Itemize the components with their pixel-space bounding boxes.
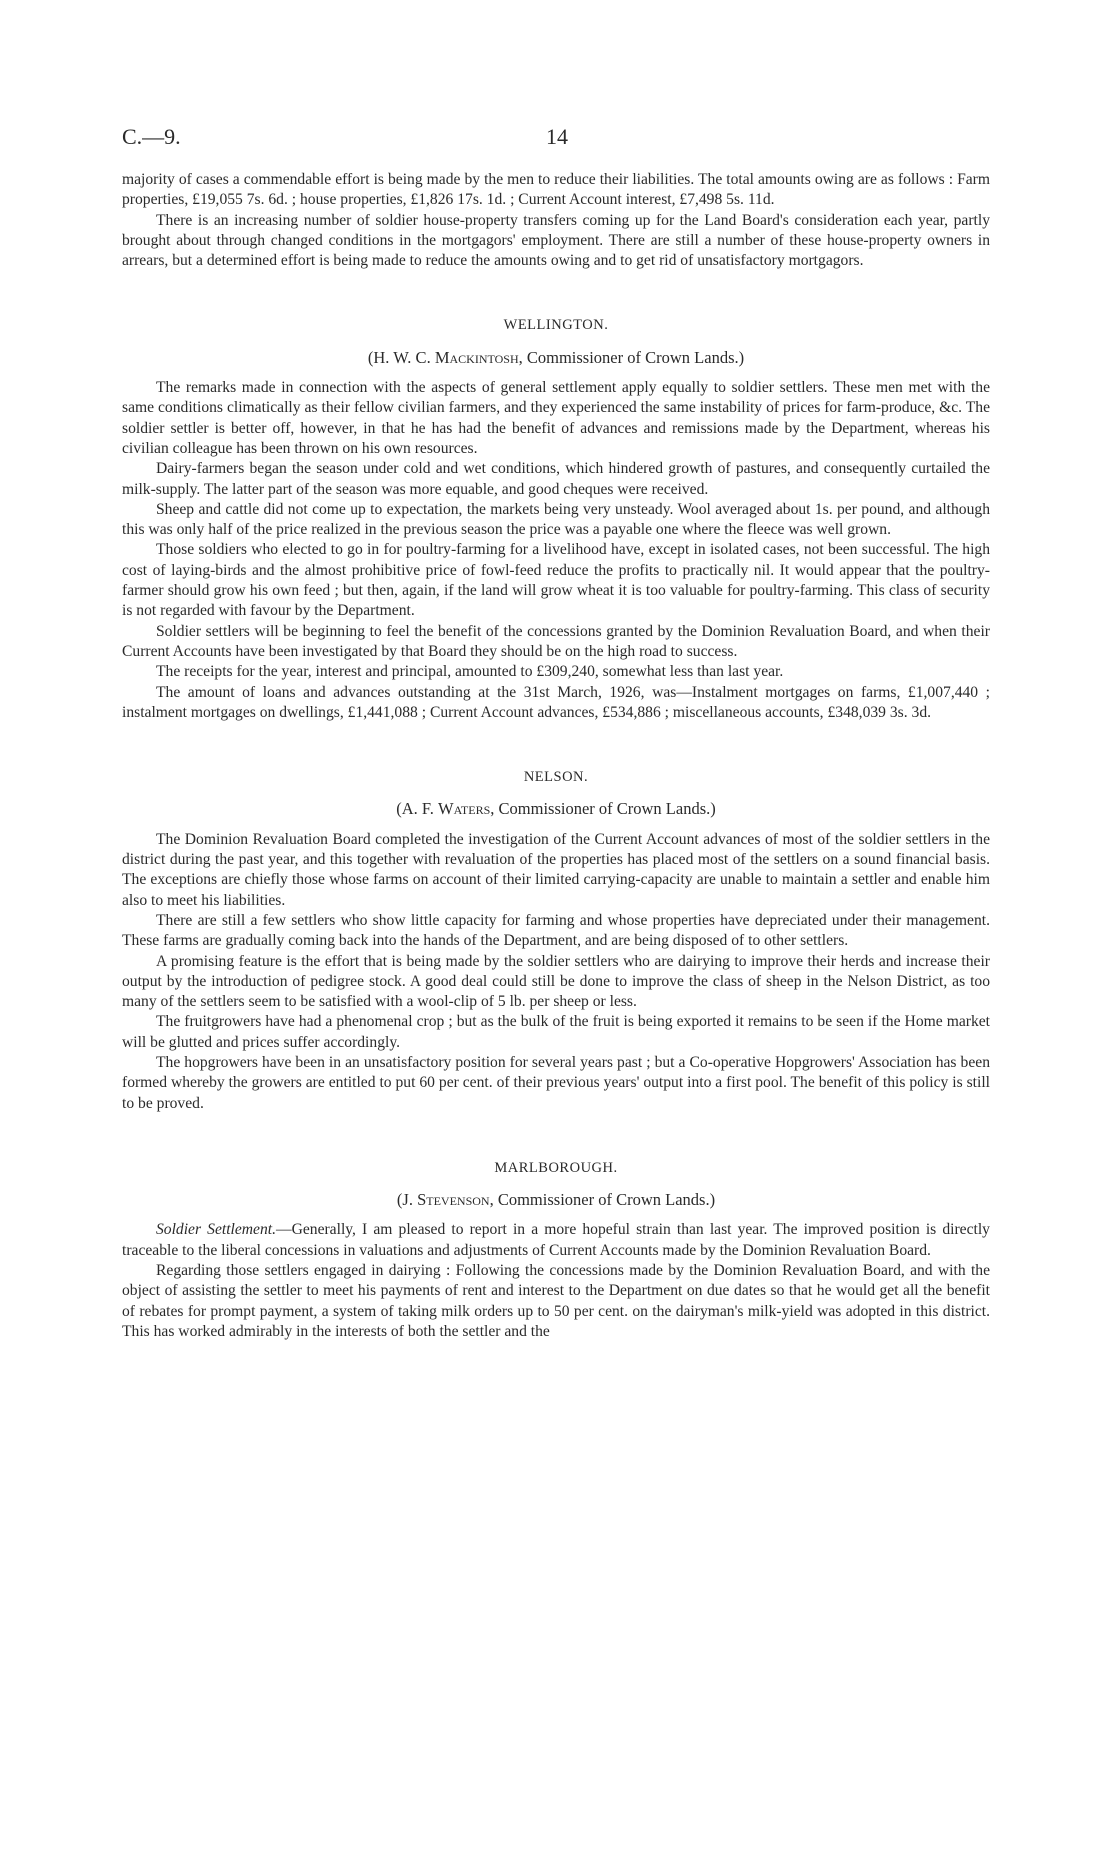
marlborough-commissioner-rest: , Commissioner of Crown Lands.)	[489, 1190, 716, 1210]
page-number: 14	[546, 124, 568, 149]
nelson-paragraph-5: The hopgrowers have been in an unsatisfactory position for several years past ; but a Co-operative Hopgrowers' Association has been formed whereby the growers are entitled to put 60 per cent. of their previous years' output into a first pool. The benefit of this policy is still to be proved.	[122, 1053, 990, 1112]
soldier-settlement-heading: Soldier Settlement.	[156, 1221, 276, 1239]
marlborough-commissioner-name: Stevenson	[417, 1190, 490, 1210]
intro-paragraph-1: majority of cases a commendable effort is being made by the men to reduce their liabilities. The total amounts owing are as follows : Farm properties, £19,055 7s. 6d. ; house properties, £1,826 17s. 1d. ; Current Account interest, £7,498 5s. 11d.	[122, 171, 990, 209]
wellington-paragraph-1: The remarks made in connection with the aspects of general settlement apply equally to soldier settlers. These men met with the same conditions climatically as their fellow civilian farmers, and they experienced the same instability of prices for farm-produce, &c. The soldier settler is better off, however, in that he has had the benefit of advances and remissions made by the Department, whereas his civilian colleague has been thrown on his own resources.	[122, 379, 990, 457]
page-header	[122, 124, 990, 154]
nelson-heading: NELSON.	[523, 769, 589, 786]
marlborough-paragraph-1	[122, 1220, 990, 1261]
nelson-paragraph-2: There are still a few settlers who show little capacity for farming and whose properties have depreciated under their management. These farms are gradually coming back into the hands of the Department, and are being disposed of to other settlers.	[122, 911, 990, 950]
report-reference: C.—9.	[122, 124, 181, 149]
nelson-paragraph-4: The fruitgrowers have had a phenomenal crop ; but as the bulk of the fruit is being exported it remains to be seen if the Home market will be glutted and prices suffer accordingly.	[122, 1013, 990, 1051]
wellington-heading: WELLINGTON.	[503, 317, 609, 334]
wellington-commissioner-name: Mackintosh	[434, 347, 519, 367]
marlborough-paragraph-1-text: —Generally, I am pleased to report in a more hopeful strain than last year. The improved position is directly traceable to the liberal concessions in valuations and adjustments of Current Accounts made by the Dominion Revaluation Board.	[122, 1221, 990, 1259]
nelson-commissioner-name: Waters	[438, 799, 491, 819]
marlborough-heading: MARLBOROUGH.	[494, 1159, 618, 1176]
wellington-commissioner-open: (H. W. C.	[367, 347, 435, 367]
wellington-paragraph-6: The receipts for the year, interest and principal, amounted to £309,240, somewhat less than last year.	[156, 663, 784, 681]
nelson-commissioner-open: (A. F.	[396, 799, 439, 819]
marlborough-commissioner	[122, 1190, 990, 1210]
wellington-commissioner-rest: , Commissioner of Crown Lands.)	[518, 347, 745, 367]
nelson-paragraph-1: The Dominion Revaluation Board completed the investigation of the Current Account advances of most of the soldier settlers in the district during the past year, and this together with revaluation of the properties has placed most of the settlers on a sound financial basis. The exceptions are chiefly those whose farms on account of their limited carrying-capacity are unable to maintain a settler and enable him also to meet his liabilities.	[122, 830, 990, 909]
wellington-paragraph-5: Soldier settlers will be beginning to feel the benefit of the concessions granted by the Dominion Revaluation Board, and when their Current Accounts have been investigated by that Board they should be on the high road to success.	[122, 622, 990, 660]
wellington-paragraph-3: Sheep and cattle did not come up to expectation, the markets being very unsteady. Wool averaged about 1s. per pound, and although this was only half of the price realized in the previous season the price was a payable one where the fleece was well grown.	[122, 500, 990, 539]
marlborough-commissioner-open: (J.	[396, 1190, 418, 1210]
document-body	[122, 170, 990, 1342]
wellington-commissioner	[122, 348, 990, 368]
nelson-commissioner-rest: , Commissioner of Crown Lands.)	[490, 799, 716, 819]
marlborough-paragraph-2: Regarding those settlers engaged in dairying : Following the concessions made by the Dominion Revaluation Board, and with the object of assisting the settler to meet his payments of rent and interest to the Department on due dates so that he would get all the benefit of rebates for prompt payment, a system of taking milk orders up to 50 per cent. on the dairyman's milk-yield was adopted in this district. This has worked admirably in the interests of both the settler and the	[122, 1262, 990, 1340]
intro-paragraph-2: There is an increasing number of soldier house-property transfers coming up for the Land Board's consideration each year, partly brought about through changed conditions in the mortgagors' employment. There are still a number of these house-property owners in arrears, but a determined effort is being made to reduce the amounts owing and to get rid of unsatisfactory mortgagors.	[122, 211, 990, 270]
wellington-paragraph-7: The amount of loans and advances outstanding at the 31st March, 1926, was—Instalment mortgages on farms, £1,007,440 ; instalment mortgages on dwellings, £1,441,088 ; Current Account advances, £534,886 ; miscellaneous accounts, £348,039 3s. 3d.	[122, 683, 990, 721]
wellington-paragraph-4: Those soldiers who elected to go in for poultry-farming for a livelihood have, except in isolated cases, not been successful. The high cost of laying-birds and the almost prohibitive price of fowl-feed reduce the profits to practically nil. It would appear that the poultry-farmer should grow his own feed ; but then, again, if the land will grow wheat it is too valuable for poultry-farming. This class of security is not regarded with favour by the Department.	[122, 541, 990, 620]
nelson-commissioner	[122, 799, 990, 819]
wellington-paragraph-2: Dairy-farmers began the season under cold and wet conditions, which hindered growth of pastures, and consequently curtailed the milk-supply. The latter part of the season was more equable, and good cheques were received.	[122, 460, 990, 498]
nelson-paragraph-3: A promising feature is the effort that is being made by the soldier settlers who are dairying to improve their herds and increase their output by the introduction of pedigree stock. A good deal could still be done to improve the class of sheep in the Nelson District, as too many of the settlers seem to be satisfied with a wool-clip of 5 lb. per sheep or less.	[122, 952, 990, 1011]
